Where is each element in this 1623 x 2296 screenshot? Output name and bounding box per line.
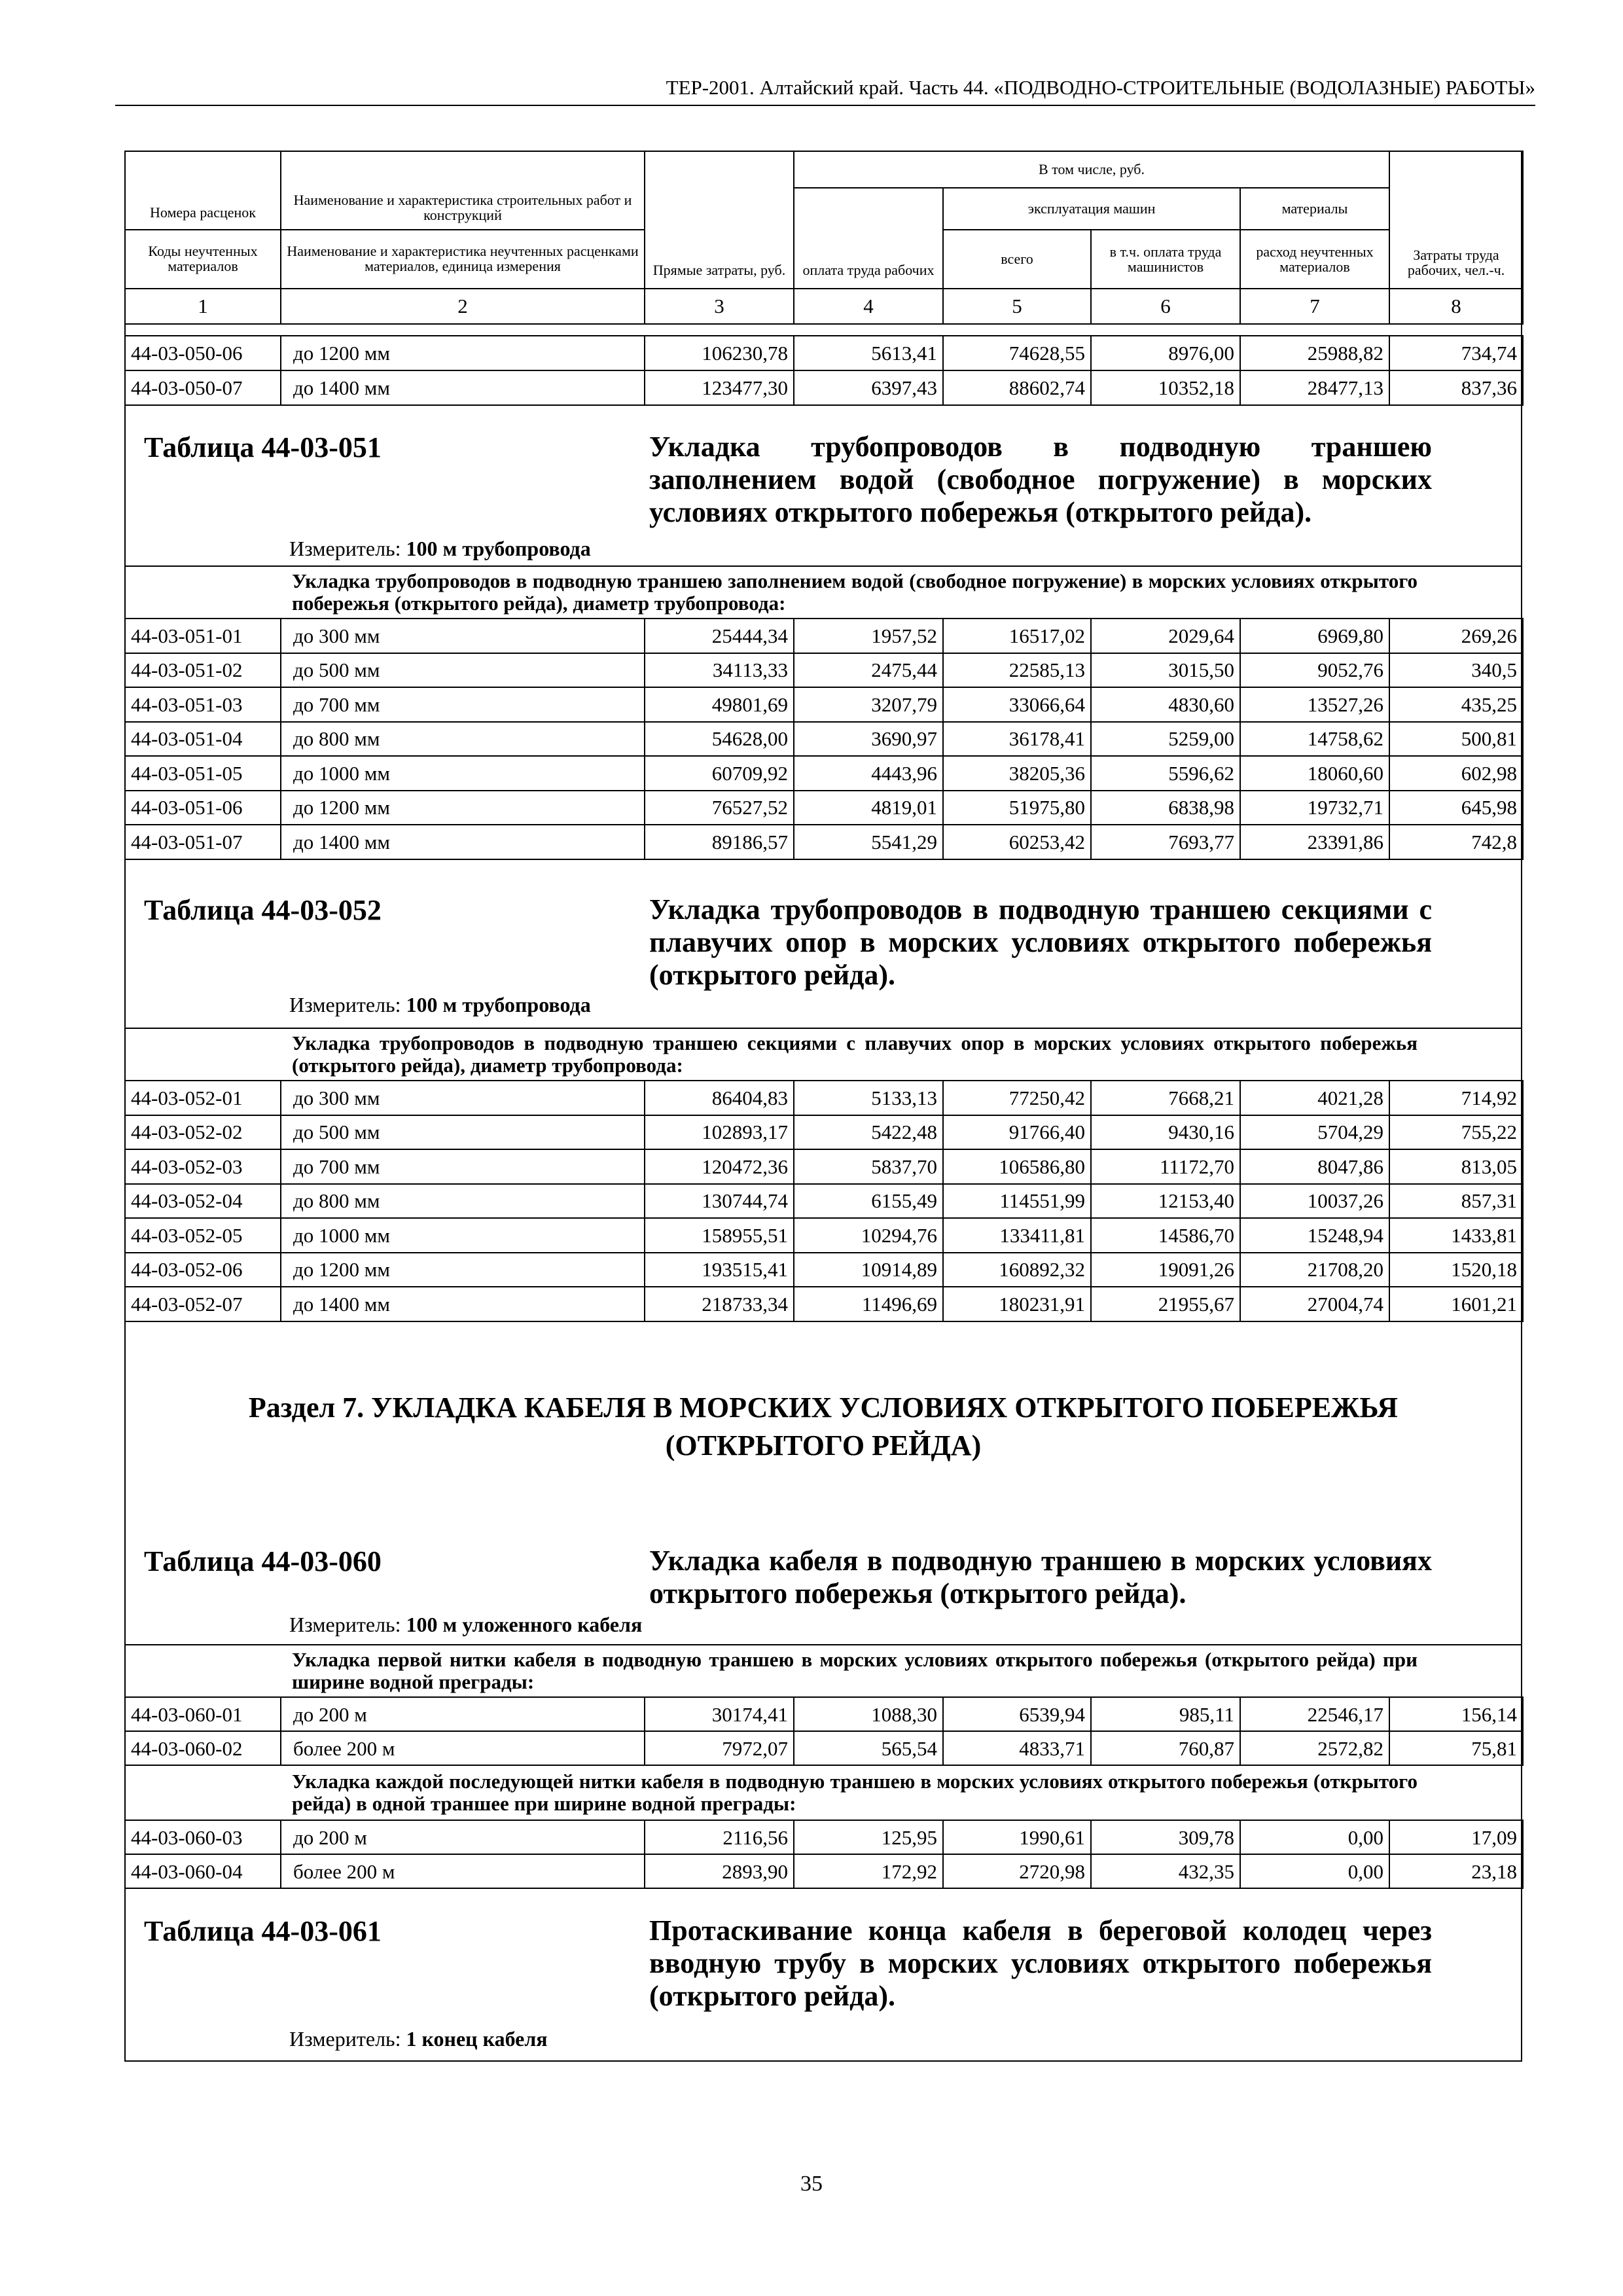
value-cell: 565,54 — [794, 1731, 943, 1765]
rate-code-cell: 44-03-052-04 — [125, 1184, 281, 1219]
value-cell: 218733,34 — [645, 1287, 794, 1321]
value-cell: 837,36 — [1389, 370, 1523, 405]
value-cell: 2893,90 — [645, 1854, 794, 1888]
value-cell: 6397,43 — [794, 370, 943, 405]
value-cell: 760,87 — [1091, 1731, 1240, 1765]
value-cell: 4830,60 — [1091, 687, 1240, 722]
value-cell: 36178,41 — [943, 722, 1091, 757]
table-052-heading — [126, 893, 1521, 1031]
value-cell: 106230,78 — [645, 336, 794, 370]
rate-name-cell: до 800 мм — [281, 722, 645, 757]
section-7-title — [126, 1389, 1521, 1465]
table-row — [125, 756, 1523, 791]
rate-code-cell: 44-03-052-07 — [125, 1287, 281, 1321]
value-cell: 19732,71 — [1240, 791, 1389, 825]
value-cell: 2029,64 — [1091, 619, 1240, 653]
unit-value: 100 м трубопровода — [406, 993, 591, 1016]
rate-code-cell: 44-03-052-06 — [125, 1253, 281, 1287]
value-cell: 5613,41 — [794, 336, 943, 370]
table-row — [125, 1697, 1523, 1731]
value-cell: 12153,40 — [1091, 1184, 1240, 1219]
value-cell: 19091,26 — [1091, 1253, 1240, 1287]
page-number: 35 — [800, 2172, 823, 2196]
value-cell: 180231,91 — [943, 1287, 1091, 1321]
value-cell: 22585,13 — [943, 653, 1091, 688]
rate-name-cell: до 1200 мм — [281, 1253, 645, 1287]
col-header-including: В том числе, руб. — [794, 151, 1389, 188]
value-cell: 3690,97 — [794, 722, 943, 757]
rate-name-cell: до 1400 мм — [281, 825, 645, 859]
value-cell: 6969,80 — [1240, 619, 1389, 653]
col-header-direct-costs: Прямые затраты, руб. — [645, 151, 794, 289]
running-header-text: ТЕР-2001. Алтайский край. Часть 44. «ПОДВОДНО-СТРОИТЕЛЬНЫЕ (ВОДОЛАЗНЫЕ) РАБОТЫ» — [666, 76, 1535, 99]
value-cell: 130744,74 — [645, 1184, 794, 1219]
value-cell: 7693,77 — [1091, 825, 1240, 859]
table-061-heading — [126, 1914, 1521, 2058]
value-cell: 193515,41 — [645, 1253, 794, 1287]
table-052-title: Укладка трубопроводов в подводную траншею секциями с плавучих опор в морских условиях открытого побережья (открытого рейда). — [649, 893, 1432, 991]
rate-name-cell: до 500 мм — [281, 653, 645, 688]
value-cell: 6838,98 — [1091, 791, 1240, 825]
col-header-name-materials: Наименование и характеристика неучтенных расценками материалов, единица измерения — [281, 230, 645, 289]
rate-name-cell: до 1000 мм — [281, 756, 645, 791]
value-cell: 1601,21 — [1389, 1287, 1523, 1321]
rate-code-cell: 44-03-060-04 — [125, 1854, 281, 1888]
rate-code-cell: 44-03-051-01 — [125, 619, 281, 653]
value-cell: 21955,67 — [1091, 1287, 1240, 1321]
table-row — [125, 1253, 1523, 1287]
value-cell: 0,00 — [1240, 1854, 1389, 1888]
col-header-material-usage: расход неучтенных материалов — [1240, 230, 1389, 289]
value-cell: 25444,34 — [645, 619, 794, 653]
col-header-name: Наименование и характеристика строительных работ и конструкций — [281, 151, 645, 230]
value-cell: 10352,18 — [1091, 370, 1240, 405]
table-052-group — [124, 1028, 1522, 1081]
value-cell: 74628,55 — [943, 336, 1091, 370]
rate-code-cell: 44-03-051-02 — [125, 653, 281, 688]
value-cell: 89186,57 — [645, 825, 794, 859]
value-cell: 340,5 — [1389, 653, 1523, 688]
value-cell: 742,8 — [1389, 825, 1523, 859]
rate-name-cell: до 1200 мм — [281, 336, 645, 370]
value-cell: 120472,36 — [645, 1149, 794, 1184]
value-cell: 14758,62 — [1240, 722, 1389, 757]
rate-name-cell: до 300 мм — [281, 619, 645, 653]
rate-code-cell: 44-03-050-07 — [125, 370, 281, 405]
value-cell: 158955,51 — [645, 1218, 794, 1253]
value-cell: 857,31 — [1389, 1184, 1523, 1219]
rate-code-cell: 44-03-050-06 — [125, 336, 281, 370]
value-cell: 88602,74 — [943, 370, 1091, 405]
value-cell: 2116,56 — [645, 1820, 794, 1854]
value-cell: 60709,92 — [645, 756, 794, 791]
col-header-operator-wages: в т.ч. оплата труда машинистов — [1091, 230, 1240, 289]
value-cell: 2475,44 — [794, 653, 943, 688]
value-cell: 75,81 — [1389, 1731, 1523, 1765]
rate-name-cell: до 300 мм — [281, 1081, 645, 1115]
table-060-name: Таблица 44-03-060 — [144, 1545, 382, 1577]
value-cell: 5422,48 — [794, 1115, 943, 1150]
value-cell: 156,14 — [1389, 1697, 1523, 1731]
table-052-name: Таблица 44-03-052 — [144, 894, 382, 926]
value-cell: 5704,29 — [1240, 1115, 1389, 1150]
value-cell: 28477,13 — [1240, 370, 1389, 405]
rate-name-cell: до 1200 мм — [281, 791, 645, 825]
value-cell: 160892,32 — [943, 1253, 1091, 1287]
value-cell: 86404,83 — [645, 1081, 794, 1115]
value-cell: 76527,52 — [645, 791, 794, 825]
table-row — [125, 336, 1523, 370]
rate-code-cell: 44-03-051-04 — [125, 722, 281, 757]
col-index: 8 — [1389, 289, 1523, 324]
col-header-materials: материалы — [1240, 188, 1389, 230]
table-051-unit — [289, 537, 591, 561]
col-header-codes: Номера расценок — [125, 151, 281, 230]
rate-code-cell: 44-03-052-02 — [125, 1115, 281, 1150]
value-cell: 10037,26 — [1240, 1184, 1389, 1219]
table-row — [125, 722, 1523, 757]
group-description: Укладка трубопроводов в подводную траншею секциями с плавучих опор в морских условиях открытого побережья (открытого рейда), диаметр трубопровода: — [125, 1028, 1522, 1081]
value-cell: 1957,52 — [794, 619, 943, 653]
value-cell: 4021,28 — [1240, 1081, 1389, 1115]
value-cell: 102893,17 — [645, 1115, 794, 1150]
value-cell: 4819,01 — [794, 791, 943, 825]
rate-name-cell: до 800 мм — [281, 1184, 645, 1219]
unit-value: 100 м уложенного кабеля — [406, 1613, 643, 1636]
value-cell: 6155,49 — [794, 1184, 943, 1219]
table-060-unit — [289, 1613, 642, 1637]
col-index: 4 — [794, 289, 943, 324]
value-cell: 714,92 — [1389, 1081, 1523, 1115]
value-cell: 3207,79 — [794, 687, 943, 722]
rate-code-cell: 44-03-052-03 — [125, 1149, 281, 1184]
rate-code-cell: 44-03-051-06 — [125, 791, 281, 825]
rate-name-cell: более 200 м — [281, 1731, 645, 1765]
value-cell: 16517,02 — [943, 619, 1091, 653]
value-cell: 435,25 — [1389, 687, 1523, 722]
rate-code-cell: 44-03-052-01 — [125, 1081, 281, 1115]
value-cell: 10294,76 — [794, 1218, 943, 1253]
rate-name-cell: до 1000 мм — [281, 1218, 645, 1253]
value-cell: 14586,70 — [1091, 1218, 1240, 1253]
table-row — [125, 791, 1523, 825]
value-cell: 500,81 — [1389, 722, 1523, 757]
section-title-line: (ОТКРЫТОГО РЕЙДА) — [665, 1429, 982, 1462]
rows-060a-table — [124, 1696, 1524, 1766]
value-cell: 5133,13 — [794, 1081, 943, 1115]
section-title-line: Раздел 7. УКЛАДКА КАБЕЛЯ В МОРСКИХ УСЛОВИЯХ ОТКРЫТОГО ПОБЕРЕЖЬЯ — [248, 1391, 1399, 1424]
value-cell: 602,98 — [1389, 756, 1523, 791]
table-row — [125, 825, 1523, 859]
value-cell: 91766,40 — [943, 1115, 1091, 1150]
unit-label: Измеритель: — [289, 537, 401, 560]
table-061-title: Протаскивание конца кабеля в береговой колодец через вводную трубу в морских условиях открытого побережья (открытого рейда). — [649, 1914, 1432, 2012]
value-cell: 1520,18 — [1389, 1253, 1523, 1287]
value-cell: 77250,42 — [943, 1081, 1091, 1115]
rate-name-cell: до 1400 мм — [281, 370, 645, 405]
table-060-title: Укладка кабеля в подводную траншею в морских условиях открытого побережья (открытого рейда). — [649, 1545, 1432, 1609]
value-cell: 17,09 — [1389, 1820, 1523, 1854]
col-header-machines: эксплуатация машин — [943, 188, 1240, 230]
table-051-name: Таблица 44-03-051 — [144, 431, 382, 463]
value-cell: 125,95 — [794, 1820, 943, 1854]
rate-code-cell: 44-03-051-03 — [125, 687, 281, 722]
value-cell: 7972,07 — [645, 1731, 794, 1765]
col-header-labor-hours: Затраты труда рабочих, чел.-ч. — [1389, 151, 1523, 289]
rate-name-cell: до 200 м — [281, 1697, 645, 1731]
unit-label: Измеритель: — [289, 1613, 401, 1636]
rate-name-cell: более 200 м — [281, 1854, 645, 1888]
value-cell: 7668,21 — [1091, 1081, 1240, 1115]
unit-value: 100 м трубопровода — [406, 537, 591, 560]
value-cell: 60253,42 — [943, 825, 1091, 859]
table-row — [125, 1081, 1523, 1115]
value-cell: 6539,94 — [943, 1697, 1091, 1731]
rate-code-cell: 44-03-060-01 — [125, 1697, 281, 1731]
rate-code-cell: 44-03-052-05 — [125, 1218, 281, 1253]
value-cell: 2720,98 — [943, 1854, 1091, 1888]
value-cell: 11496,69 — [794, 1287, 943, 1321]
value-cell: 11172,70 — [1091, 1149, 1240, 1184]
value-cell: 0,00 — [1240, 1820, 1389, 1854]
value-cell: 133411,81 — [943, 1218, 1091, 1253]
column-header-table — [124, 151, 1524, 325]
rate-code-cell: 44-03-051-05 — [125, 756, 281, 791]
rows-050-table — [124, 335, 1524, 406]
rows-051-table — [124, 618, 1524, 860]
value-cell: 23391,86 — [1240, 825, 1389, 859]
unit-label: Измеритель: — [289, 993, 401, 1016]
value-cell: 5596,62 — [1091, 756, 1240, 791]
value-cell: 114551,99 — [943, 1184, 1091, 1219]
value-cell: 34113,33 — [645, 653, 794, 688]
unit-label: Измеритель: — [289, 2027, 401, 2051]
value-cell: 755,22 — [1389, 1115, 1523, 1150]
value-cell: 4443,96 — [794, 756, 943, 791]
value-cell: 9052,76 — [1240, 653, 1389, 688]
table-row — [125, 370, 1523, 405]
table-row — [125, 1218, 1523, 1253]
rate-name-cell: до 200 м — [281, 1820, 645, 1854]
table-052-unit — [289, 993, 591, 1017]
col-index: 2 — [281, 289, 645, 324]
group-description: Укладка первой нитки кабеля в подводную траншею в морских условиях открытого побережья (открытого рейда) при ширине водной преграды: — [125, 1645, 1522, 1697]
value-cell: 30174,41 — [645, 1697, 794, 1731]
value-cell: 734,74 — [1389, 336, 1523, 370]
col-index: 7 — [1240, 289, 1389, 324]
table-060-heading — [126, 1545, 1521, 1649]
value-cell: 4833,71 — [943, 1731, 1091, 1765]
value-cell: 51975,80 — [943, 791, 1091, 825]
value-cell: 432,35 — [1091, 1854, 1240, 1888]
value-cell: 25988,82 — [1240, 336, 1389, 370]
col-index: 1 — [125, 289, 281, 324]
value-cell: 5259,00 — [1091, 722, 1240, 757]
unit-value: 1 конец кабеля — [406, 2027, 548, 2051]
group-description: Укладка трубопроводов в подводную траншею заполнением водой (свободное погружение) в морских условиях открытого побережья (открытого рейда), диаметр трубопровода: — [125, 566, 1522, 619]
table-051-heading — [126, 431, 1521, 568]
value-cell: 813,05 — [1389, 1149, 1523, 1184]
value-cell: 49801,69 — [645, 687, 794, 722]
table-row — [125, 687, 1523, 722]
rows-052-table — [124, 1080, 1524, 1322]
value-cell: 5837,70 — [794, 1149, 943, 1184]
value-cell: 645,98 — [1389, 791, 1523, 825]
value-cell: 106586,80 — [943, 1149, 1091, 1184]
value-cell: 38205,36 — [943, 756, 1091, 791]
col-index: 5 — [943, 289, 1091, 324]
table-row — [125, 1287, 1523, 1321]
table-061-unit — [289, 2027, 548, 2051]
value-cell: 985,11 — [1091, 1697, 1240, 1731]
value-cell: 269,26 — [1389, 619, 1523, 653]
value-cell: 172,92 — [794, 1854, 943, 1888]
col-header-codes-materials: Коды неучтенных материалов — [125, 230, 281, 289]
rate-name-cell: до 700 мм — [281, 1149, 645, 1184]
table-row — [125, 653, 1523, 688]
rate-code-cell: 44-03-051-07 — [125, 825, 281, 859]
value-cell: 27004,74 — [1240, 1287, 1389, 1321]
value-cell: 2572,82 — [1240, 1731, 1389, 1765]
value-cell: 123477,30 — [645, 370, 794, 405]
value-cell: 1433,81 — [1389, 1218, 1523, 1253]
table-051-group — [124, 565, 1522, 619]
value-cell: 3015,50 — [1091, 653, 1240, 688]
col-header-wages: оплата труда рабочих — [794, 188, 943, 289]
rows-060b-table — [124, 1820, 1524, 1889]
table-row — [125, 1184, 1523, 1219]
value-cell: 9430,16 — [1091, 1115, 1240, 1150]
col-index: 3 — [645, 289, 794, 324]
rate-code-cell: 44-03-060-03 — [125, 1820, 281, 1854]
value-cell: 8976,00 — [1091, 336, 1240, 370]
table-051-title: Укладка трубопроводов в подводную траншею заполнением водой (свободное погружение) в морских условиях открытого побережья (открытого рейда). — [649, 431, 1432, 528]
running-header — [115, 71, 1535, 106]
value-cell: 10914,89 — [794, 1253, 943, 1287]
col-header-machines-total: всего — [943, 230, 1091, 289]
value-cell: 1088,30 — [794, 1697, 943, 1731]
table-060-group-1 — [124, 1644, 1522, 1698]
table-row — [125, 1731, 1523, 1765]
table-row — [125, 1820, 1523, 1854]
rate-name-cell: до 1400 мм — [281, 1287, 645, 1321]
value-cell: 1990,61 — [943, 1820, 1091, 1854]
table-row — [125, 1149, 1523, 1184]
value-cell: 5541,29 — [794, 825, 943, 859]
value-cell: 21708,20 — [1240, 1253, 1389, 1287]
table-row — [125, 619, 1523, 653]
table-row — [125, 1115, 1523, 1150]
rate-code-cell: 44-03-060-02 — [125, 1731, 281, 1765]
group-description: Укладка каждой последующей нитки кабеля в подводную траншею в морских условиях открытого побережья (открытого рейда) в одной траншее при ширине водной преграды: — [125, 1765, 1522, 1820]
value-cell: 22546,17 — [1240, 1697, 1389, 1731]
table-060-group-2 — [124, 1765, 1522, 1821]
table-row — [125, 1854, 1523, 1888]
value-cell: 23,18 — [1389, 1854, 1523, 1888]
value-cell: 54628,00 — [645, 722, 794, 757]
value-cell: 18060,60 — [1240, 756, 1389, 791]
value-cell: 309,78 — [1091, 1820, 1240, 1854]
value-cell: 8047,86 — [1240, 1149, 1389, 1184]
value-cell: 13527,26 — [1240, 687, 1389, 722]
col-index: 6 — [1091, 289, 1240, 324]
table-061-name: Таблица 44-03-061 — [144, 1915, 382, 1947]
rate-name-cell: до 500 мм — [281, 1115, 645, 1150]
rate-name-cell: до 700 мм — [281, 687, 645, 722]
value-cell: 15248,94 — [1240, 1218, 1389, 1253]
value-cell: 33066,64 — [943, 687, 1091, 722]
